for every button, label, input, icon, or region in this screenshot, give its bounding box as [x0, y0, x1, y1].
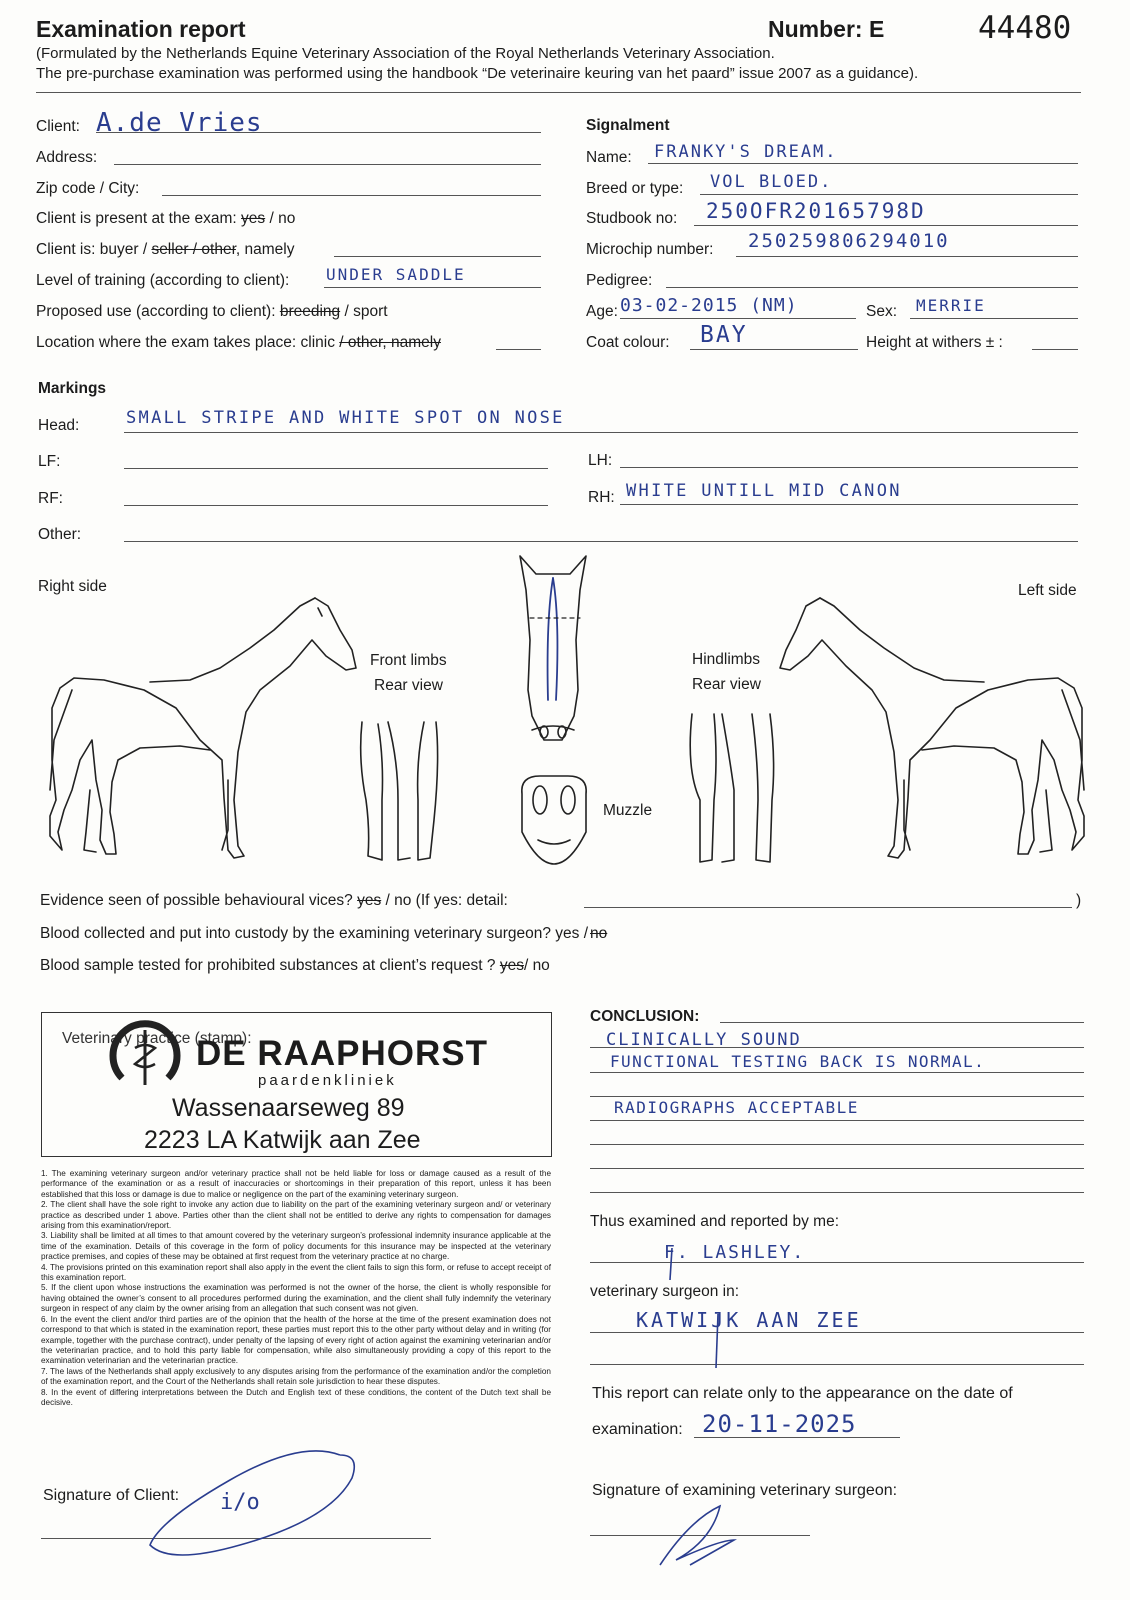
vet-in-line [590, 1332, 1084, 1333]
conclusion-rule-2 [590, 1072, 1084, 1073]
use-text: Proposed use (according to client): [36, 303, 280, 320]
conclusion-rule-3 [590, 1096, 1084, 1097]
height-label: Height at withers ± : [866, 334, 1003, 351]
breed-label: Breed or type: [586, 180, 684, 197]
microchip-value: 250259806294010 [748, 230, 950, 252]
blood-custody-no: no [590, 925, 608, 942]
client-signature-line [41, 1538, 431, 1539]
rf-label: RF: [38, 490, 63, 507]
horse-name-value: FRANKY'S DREAM. [654, 142, 838, 162]
conclusion-rule-5 [590, 1144, 1084, 1145]
stamp-subname: paardenkliniek [258, 1072, 397, 1089]
vet-signature-label: Signature of examining veterinary surgeon: [592, 1482, 898, 1499]
use-sport: / sport [340, 303, 388, 320]
exam-date-label: examination: [592, 1421, 683, 1438]
left-side-label: Left side [1018, 582, 1077, 599]
client-is-namely: , namely [235, 241, 295, 258]
client-signature-label: Signature of Client: [43, 1487, 180, 1504]
blood-custody-text: Blood collected and put into custody by the examining veterinary surgeon? yes / [40, 925, 588, 942]
client-is-text: Client is: buyer / [36, 241, 152, 258]
other-label: Other: [38, 526, 82, 543]
vet-name-value: F. LASHLEY. [664, 1242, 806, 1263]
coat-label: Coat colour: [586, 334, 670, 351]
muzzle-label: Muzzle [603, 802, 653, 819]
stamp-city: 2223 LA Katwijk aan Zee [144, 1126, 421, 1154]
blood-tested-no: / no [523, 957, 550, 974]
pedigree-label: Pedigree: [586, 272, 653, 289]
stamp-street: Wassenaarseweg 89 [172, 1094, 405, 1122]
vet-in-label: veterinary surgeon in: [590, 1283, 740, 1300]
studbook-label: Studbook no: [586, 210, 678, 227]
vet-signature-line [590, 1535, 810, 1536]
sex-label: Sex: [866, 303, 898, 320]
report-number-label: Number: E [768, 16, 885, 42]
conclusion-rule-1 [590, 1047, 1084, 1048]
exam-date-value: 20-11-2025 [702, 1410, 857, 1438]
vices-yes: yes [357, 892, 382, 909]
conclusion-line-0 [720, 1022, 1084, 1023]
stamp-label: Veterinary practice (stamp): [62, 1030, 252, 1047]
age-label: Age: [586, 303, 618, 320]
exam-date-line [694, 1437, 900, 1438]
client-signature-mark: i/o [220, 1490, 260, 1515]
client-present-no: / no [265, 210, 296, 227]
stamp-horseshoe-icon [113, 1024, 177, 1085]
location-text: Location where the exam takes place: clinic [36, 334, 340, 351]
subtitle-line-1: (Formulated by the Netherlands Equine Veterinary Association of the Royal Netherlands Veterinary Association. [36, 45, 775, 62]
location-struck: / other, namely [339, 334, 441, 351]
term-item: 2. The client shall have the sole right to invoke any action due to liability on the part of the examining veterinary surgeon and/ or veterinary practice as described under 1 above. Parties other than the client shall not be entitled to derive any rights to compensation for damages arising from this examination/report. [41, 1200, 551, 1231]
conclusion-rule-4 [590, 1120, 1084, 1121]
breed-value: VOL BLOED. [710, 172, 833, 192]
signalment-heading: Signalment [586, 117, 670, 134]
term-item: 1. The examining veterinary surgeon and/or veterinary practice shall not be held liable for loss or damage caused as a result of the performance of the examination or as a result of inaccuracies or shortcomings in their preparation of this report, unless it has been established that this loss or damage is due to malice or negligence on the part of the examining veterinary surgeon. [41, 1169, 551, 1199]
term-item: 5. If the client upon whose instructions the examination was performed is not the owner of the horse, the client is wholly responsible for having obtained the owner’s consent to all procedures performed during the examination, and the client shall fully indemnify the veterinary surgeon in respect of any claim by the owner arising from an allegation that such consent was not given. [41, 1283, 551, 1314]
training-value: UNDER SADDLE [326, 265, 466, 284]
sex-value: MERRIE [916, 296, 986, 315]
age-value: 03-02-2015 (NM) [620, 295, 798, 316]
microchip-label: Microchip number: [586, 241, 714, 258]
conclusion-heading: CONCLUSION: [590, 1008, 700, 1025]
lf-label: LF: [38, 453, 61, 470]
lh-label: LH: [588, 452, 613, 469]
vet-in-value: KATWIJK AAN ZEE [636, 1308, 862, 1332]
client-present-text: Client is present at the exam: [36, 210, 242, 227]
zip-city-label: Zip code / City: [36, 180, 140, 197]
hind-rear-view-label: Rear view [692, 676, 761, 693]
markings-heading: Markings [38, 380, 107, 397]
conclusion-rule-7 [590, 1192, 1084, 1193]
relate-text: This report can relate only to the appearance on the date of [592, 1385, 1013, 1402]
rh-label: RH: [588, 489, 615, 506]
coat-value: BAY [700, 322, 748, 348]
vet-name-line [590, 1262, 1084, 1263]
term-item: 8. In the event of differing interpretations between the Dutch and English text of these conditions, the content of the Dutch text shall be decisive. [41, 1387, 551, 1407]
vices-no-detail: / no (If yes: detail: [381, 892, 508, 909]
hindlimbs-label: Hindlimbs [692, 651, 761, 668]
blood-tested-text: Blood sample tested for prohibited substances at client’s request ? [40, 957, 500, 974]
conclusion-line-3: RADIOGRAPHS ACCEPTABLE [614, 1098, 859, 1117]
conclusion-rule-6 [590, 1168, 1084, 1169]
stamp-name: DE RAAPHORST [196, 1034, 489, 1073]
head-label: Head: [38, 417, 80, 434]
client-value: A.de Vries [96, 108, 263, 138]
term-item: 6. In the event the client and/or third parties are of the opinion that the health of the horse at the time of the present examination does not correspond to that which is stated in the examination report, these parties must report this to the other party without delay and in writing (for example, together with the purchase contract), under penalty of the lapsing of every right of action against the examining veterinarian and/or the veterinarian practice, and to hold this party liable for compensation, while also simultaneously providing a copy of this report to the examination veterinarian and the veterinarian practice. [41, 1314, 551, 1366]
client-present-yes: yes [241, 210, 266, 227]
page-title: Examination report [36, 16, 246, 42]
front-rear-view-label: Rear view [374, 677, 443, 694]
client-label: Client: [36, 118, 80, 135]
studbook-value: 250OFR20165798D [706, 199, 926, 223]
term-item: 7. The laws of the Netherlands shall apply exclusively to any disputes arising from the performance of the examination and/or the completion of the examination report, and the Court of the Netherlands shall retain sole jurisdiction to hear these disputes. [41, 1366, 551, 1387]
report-number-value: 44480 [978, 10, 1072, 46]
right-side-label: Right side [38, 578, 107, 595]
vices-text: Evidence seen of possible behavioural vices? [40, 892, 358, 909]
client-is-struck: seller / other [151, 241, 236, 258]
blood-tested-yes: yes [499, 957, 524, 974]
training-label: Level of training (according to client): [36, 272, 290, 289]
term-item: 3. Liability shall be limited at all times to that amount covered by the veterinary surgeon’s professional indemnity insurance applicable at the time of the examination. Details of this coverage in the form of policy documents for this insurance may be inspected at the veterinary practice premises, and copies of these may be obtained at first request from the veterinary practice at no charge. [41, 1231, 551, 1262]
terms-list [41, 1169, 551, 1408]
vices-close: ) [1076, 892, 1082, 909]
front-limbs-label: Front limbs [370, 652, 447, 669]
horse-name-label: Name: [586, 149, 632, 166]
examined-by-label: Thus examined and reported by me: [590, 1213, 839, 1230]
address-label: Address: [36, 149, 98, 166]
subtitle-line-2: The pre-purchase examination was performed using the handbook “De veterinaire keuring van het paard” issue 2007 as a guidance). [36, 65, 919, 82]
head-value: SMALL STRIPE AND WHITE SPOT ON NOSE [126, 408, 565, 428]
rh-value: WHITE UNTILL MID CANON [626, 481, 902, 501]
vet-in-line-2 [590, 1364, 1084, 1365]
conclusion-line-2: FUNCTIONAL TESTING BACK IS NORMAL. [610, 1052, 986, 1071]
use-breeding: breeding [279, 303, 341, 320]
conclusion-line-1: CLINICALLY SOUND [606, 1030, 802, 1050]
term-item: 4. The provisions printed on this examination report shall also apply in the event the client fails to sign this form, or refuse to accept receipt of this examination report. [41, 1262, 551, 1283]
